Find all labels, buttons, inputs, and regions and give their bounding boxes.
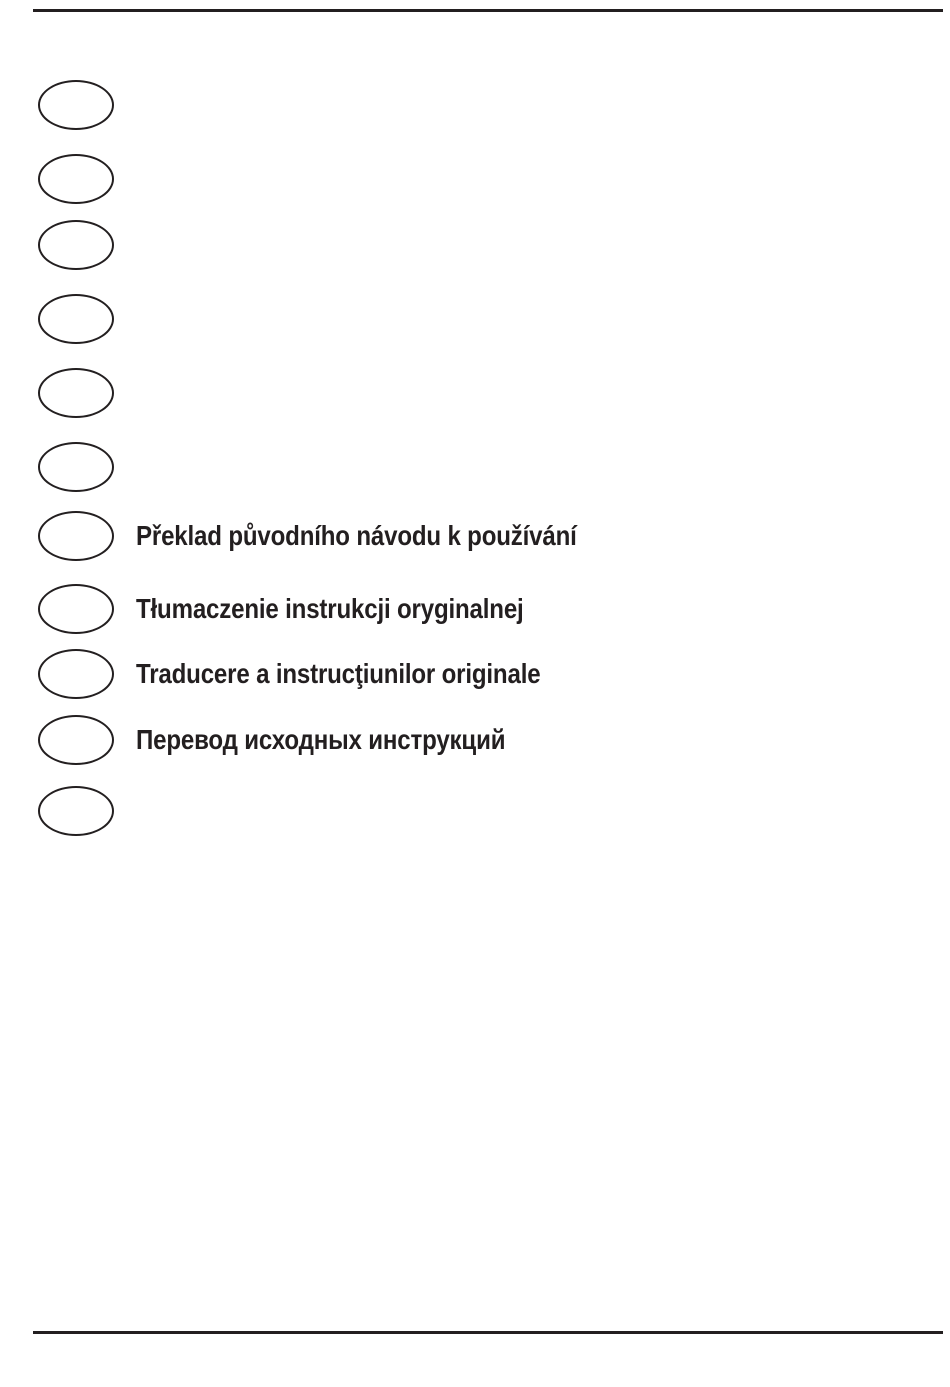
language-badge-oval xyxy=(38,715,114,765)
language-row xyxy=(0,786,950,842)
language-row xyxy=(0,442,950,498)
language-badge-oval xyxy=(38,649,114,699)
bottom-rule xyxy=(33,1331,943,1334)
language-row xyxy=(0,511,950,567)
top-rule xyxy=(33,9,943,12)
language-row xyxy=(0,80,950,136)
language-badge-oval xyxy=(38,786,114,836)
language-badge-oval xyxy=(38,80,114,130)
language-row xyxy=(0,368,950,424)
language-badge-oval xyxy=(38,154,114,204)
language-title: Tłumaczenie instrukcji oryginalnej xyxy=(136,593,524,624)
language-badge-oval xyxy=(38,294,114,344)
language-badge-oval xyxy=(38,368,114,418)
language-row xyxy=(0,220,950,276)
language-title: Překlad původního návodu k používání xyxy=(136,520,577,551)
language-row xyxy=(0,154,950,210)
language-badge-oval xyxy=(38,584,114,634)
language-badge-oval xyxy=(38,220,114,270)
language-row xyxy=(0,649,950,705)
language-row xyxy=(0,294,950,350)
language-badge-oval xyxy=(38,511,114,561)
language-row xyxy=(0,584,950,640)
language-title: Перевод исходных инструкций xyxy=(136,724,506,755)
language-row xyxy=(0,715,950,771)
language-badge-oval xyxy=(38,442,114,492)
language-title: Traducere a instrucţiunilor originale xyxy=(136,658,541,689)
